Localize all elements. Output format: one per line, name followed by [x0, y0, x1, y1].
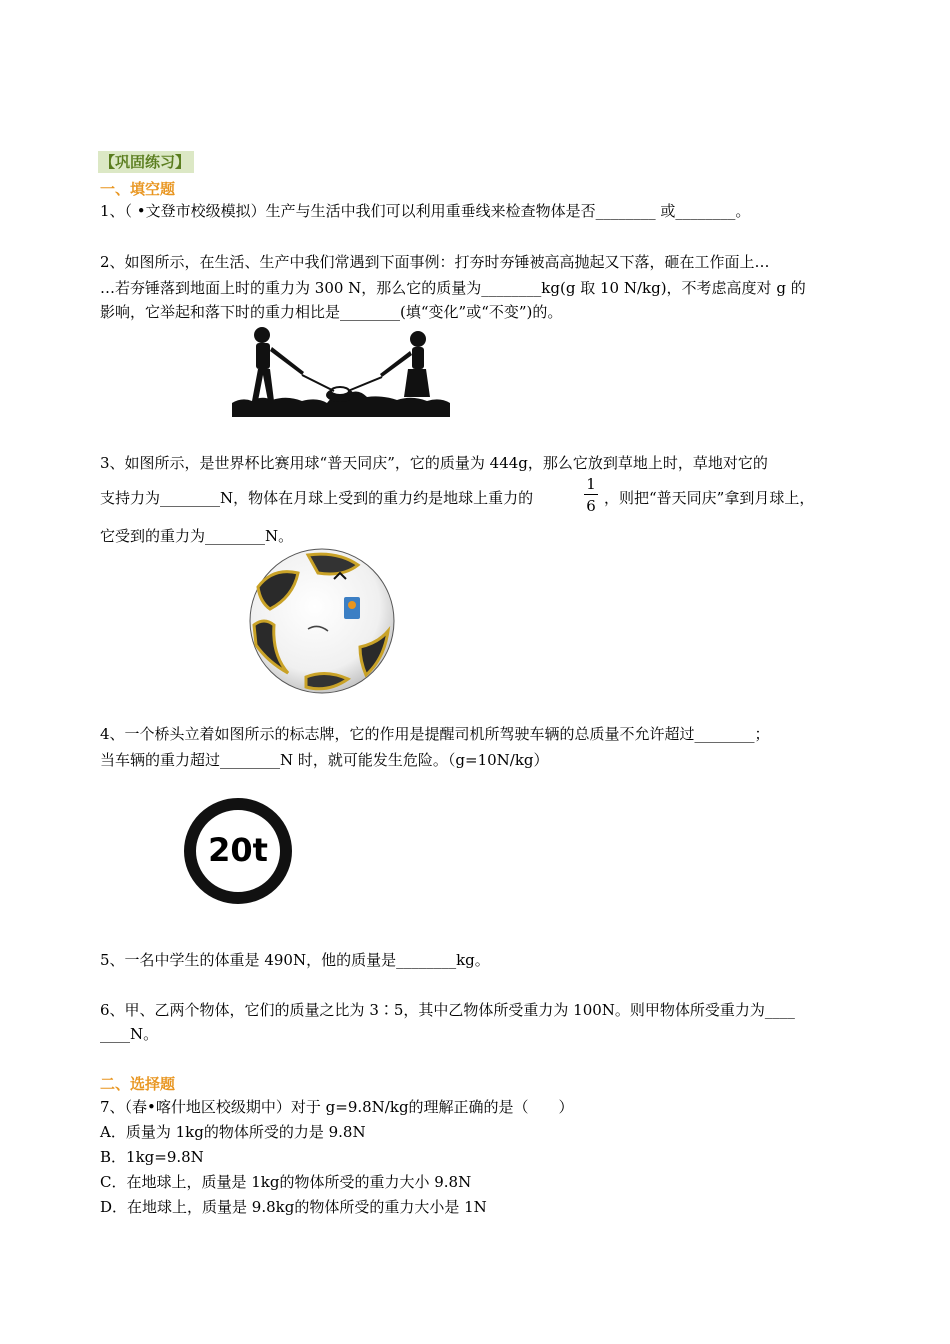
- question-5: 5、一名中学生的体重是 490N，他的质量是________kg。: [100, 951, 490, 969]
- question-2-line-3: 影响，它举起和落下时的重力相比是________(填“变化”或“不变”)的。: [100, 303, 563, 321]
- question-3-line-2b: ，则把“普天同庆”拿到月球上，: [604, 489, 815, 507]
- question-3-line-1: 3、如图所示，是世界杯比赛用球“普天同庆”，它的质量为 444g，那么它放到草地上时，草地对它的: [100, 454, 768, 472]
- question-2-line-1: 2、如图所示，在生活、生产中我们常遇到下面事例：打夯时夯锤被高高抛起又下落，砸在工作面上…: [100, 253, 770, 271]
- soccer-ball-figure: [248, 547, 396, 695]
- question-1: 1、（ •文登市校级模拟）生产与生活中我们可以利用重垂线来检查物体是否________ 或________。: [100, 202, 751, 220]
- question-3-line-2a: 支持力为________N，物体在月球上受到的重力约是地球上重力的: [100, 489, 534, 507]
- question-7-option-b: B．1kg=9.8N: [100, 1148, 204, 1166]
- question-7-option-a: A．质量为 1kg的物体所受的力是 9.8N: [100, 1123, 366, 1141]
- question-7-option-d: D．在地球上，质量是 9.8kg的物体所受的重力大小是 1N: [100, 1198, 487, 1216]
- question-6-line-1: 6、甲、乙两个物体，它们的质量之比为 3∶5，其中乙物体所受重力为 100N。则甲物体所受重力为____: [100, 1001, 795, 1019]
- question-4-line-1: 4、一个桥头立着如图所示的标志牌，它的作用是提醒司机所驾驶车辆的总质量不允许超过________；: [100, 725, 770, 743]
- question-4-line-2: 当车辆的重力超过________N 时，就可能发生危险。（g=10N/kg）: [100, 751, 549, 769]
- practice-heading: 【巩固练习】: [98, 151, 194, 173]
- fraction-numerator: 1: [586, 475, 596, 493]
- question-7-option-c: C．在地球上，质量是 1kg的物体所受的重力大小 9.8N: [100, 1173, 472, 1191]
- question-3-line-3: 它受到的重力为________N。: [100, 527, 294, 545]
- sign-limit-text: 20t: [208, 831, 268, 869]
- question-7: 7、（春•喀什地区校级期中）对于 g=9.8N/kg的理解正确的是（ ）: [100, 1098, 574, 1116]
- rammer-figure: [232, 325, 450, 420]
- weight-limit-sign: [183, 797, 293, 905]
- question-6-line-2: ____N。: [100, 1025, 159, 1043]
- fraction-one-sixth: [582, 474, 600, 517]
- section-choice-title: 二、选择题: [100, 1075, 176, 1093]
- section-fill-blank-title: 一、填空题: [100, 180, 176, 198]
- fraction-denominator: 6: [586, 497, 596, 515]
- question-2-line-2: …若夯锤落到地面上时的重力为 300 N，那么它的质量为________kg(g 取 10 N/kg)，不考虑高度对 g 的: [100, 279, 806, 297]
